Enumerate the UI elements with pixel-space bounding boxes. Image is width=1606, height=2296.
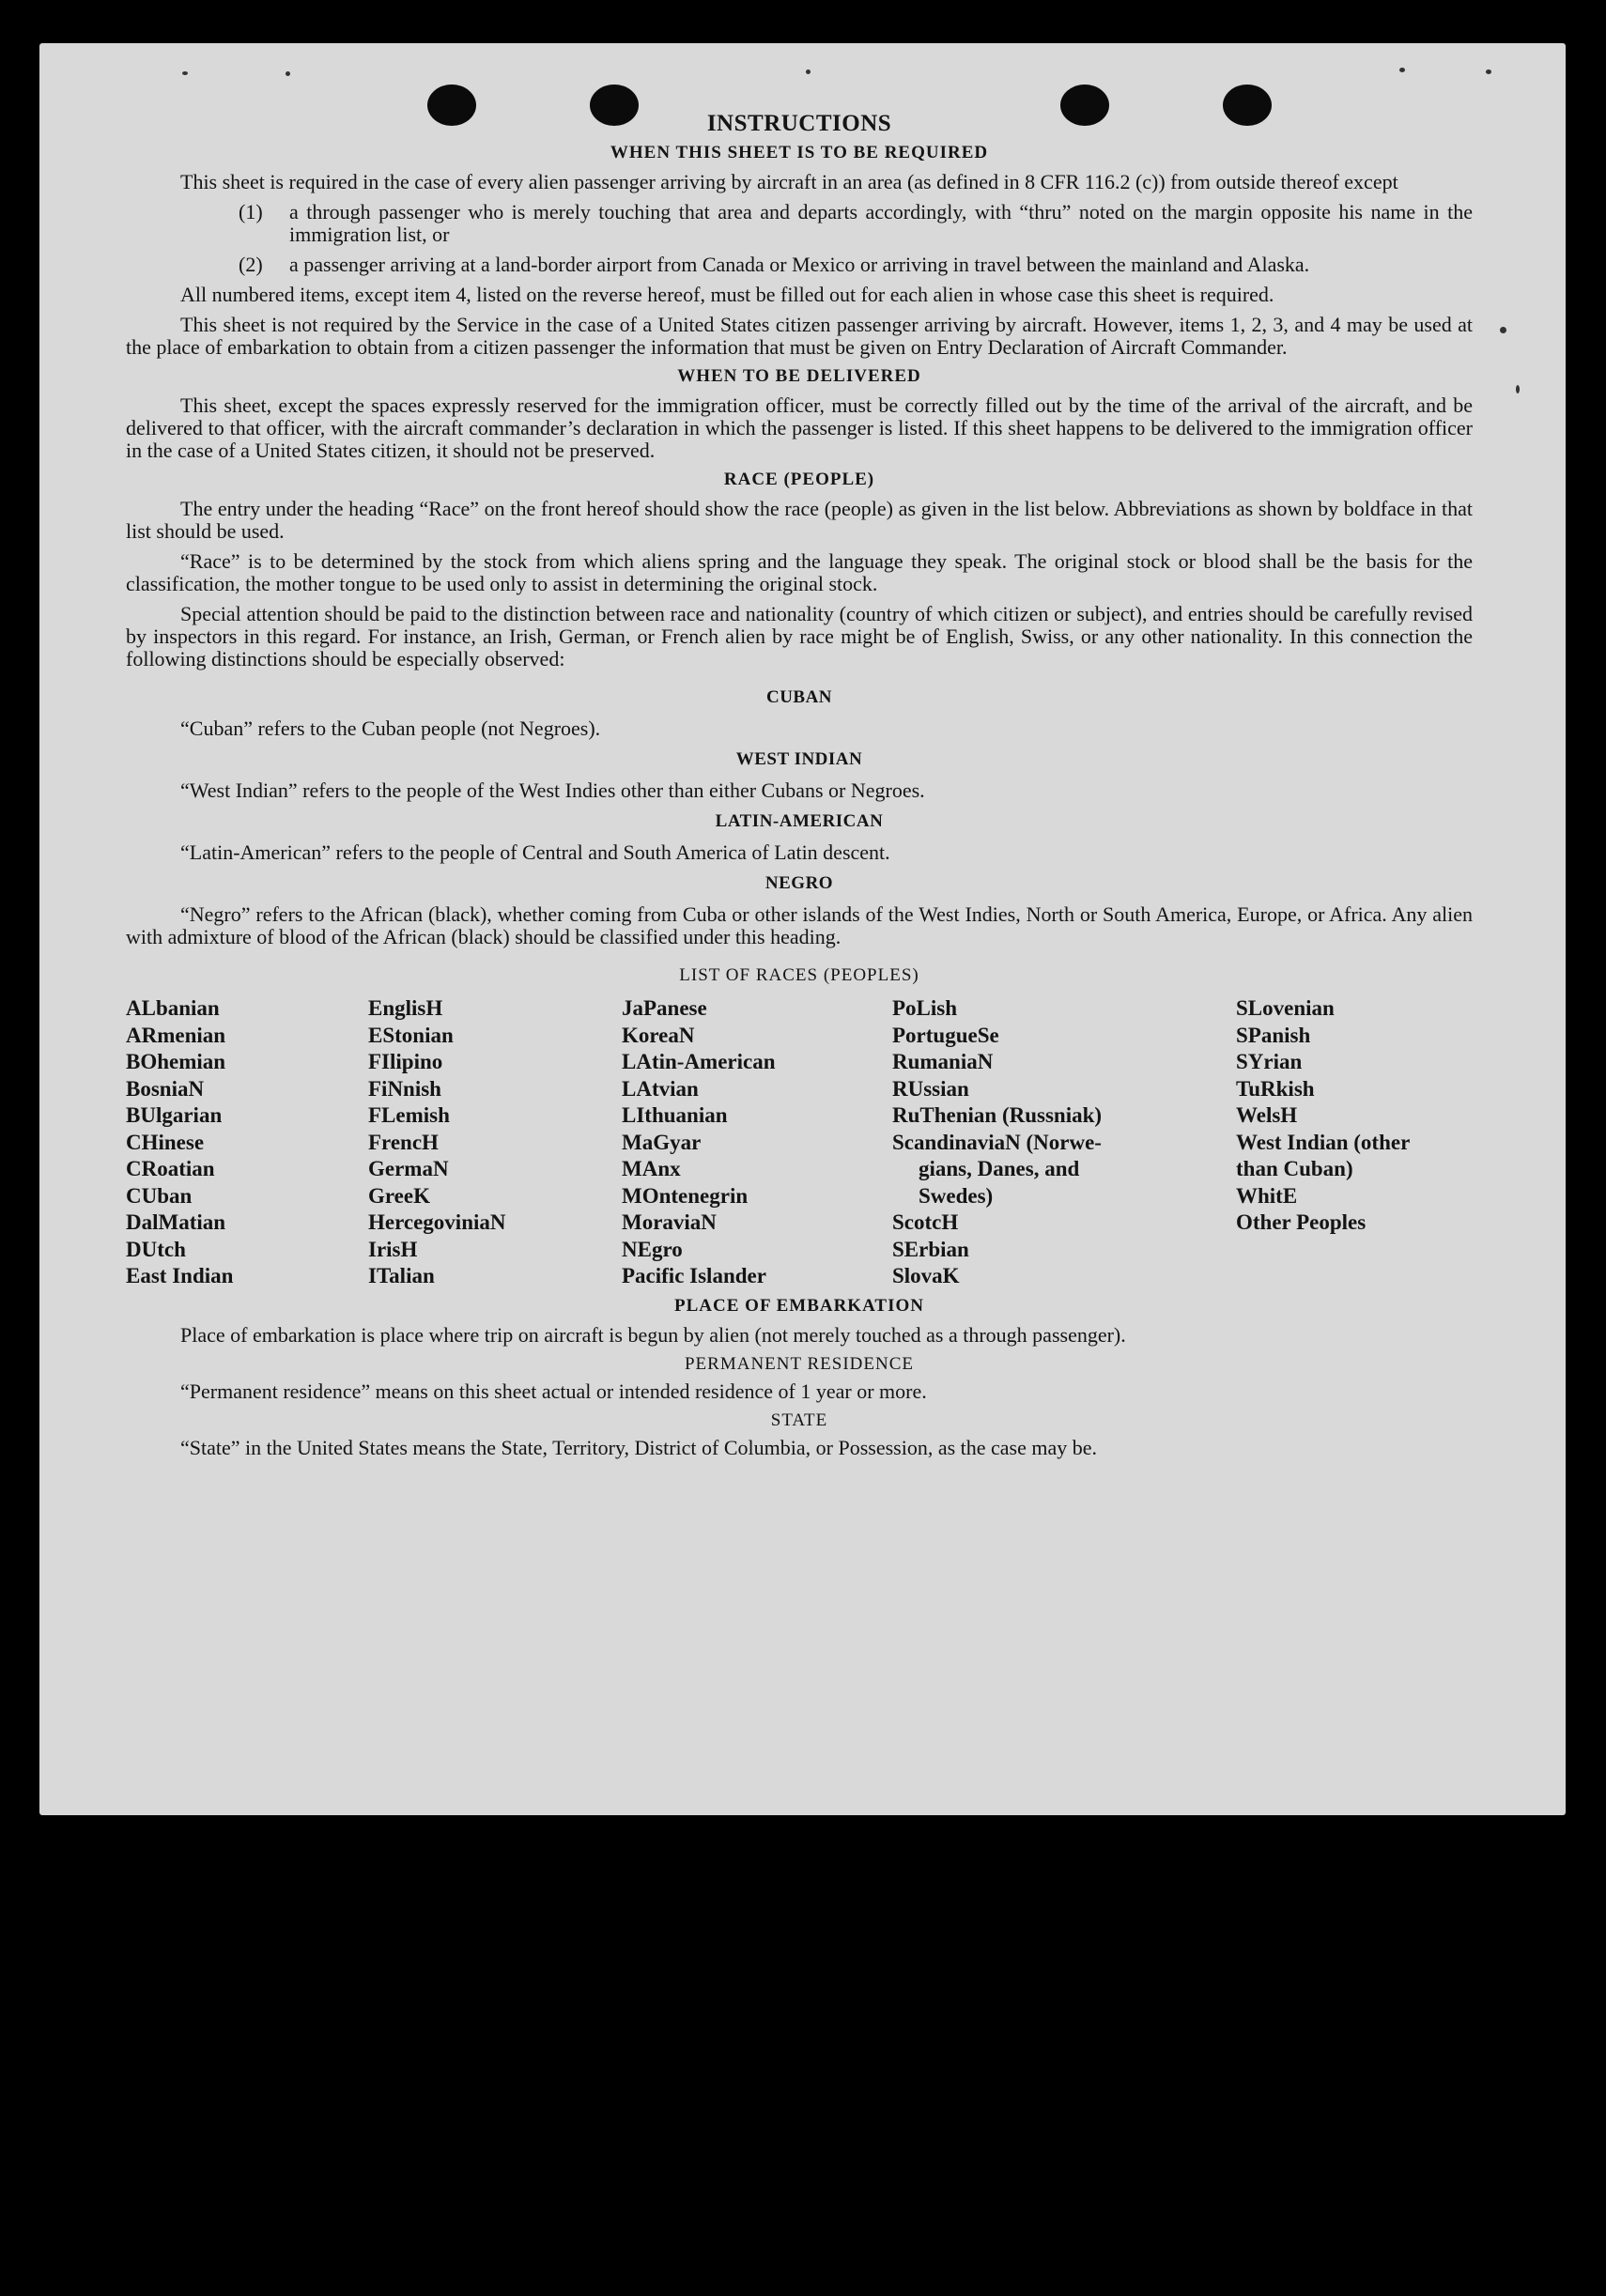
race-entry: LAtin-American bbox=[622, 1050, 776, 1073]
ink-speck bbox=[1516, 385, 1520, 393]
race-entry: CRoatian bbox=[126, 1157, 215, 1180]
race-entry: WhitE bbox=[1236, 1183, 1298, 1208]
paragraph: “Race” is to be determined by the stock from which aliens spring and the language they speak. The original stock or blood shall be the basis for the classification, the mother tongue to be used only to assist in determining the original stock. bbox=[126, 549, 1473, 595]
race-entry: SLovenian bbox=[1236, 996, 1335, 1020]
race-entry: DalMatian bbox=[126, 1210, 226, 1234]
race-entry: RuThenian (Russniak) bbox=[892, 1103, 1103, 1127]
item-number: (2) bbox=[239, 253, 263, 276]
paragraph: This sheet is not required by the Service in the case of a United States citizen passenger arriving by aircraft. However, items 1, 2, 3, and 4 may be used at the place of embarkation to obtain from a citizen passenger the information that must be given on Entry Declaration of Aircraft Commander. bbox=[126, 313, 1473, 359]
race-entry: LAtvian bbox=[622, 1076, 699, 1101]
race-entry: Pacific Islander bbox=[622, 1264, 766, 1287]
section-heading: RACE (PEOPLE) bbox=[723, 470, 875, 489]
race-entry: RumaniaN bbox=[892, 1050, 994, 1073]
race-entry: CHinese bbox=[126, 1130, 205, 1154]
ink-speck bbox=[806, 69, 811, 74]
race-entry: JaPanese bbox=[622, 996, 707, 1020]
race-entry: ARmenian bbox=[126, 1023, 226, 1047]
definition-heading: NEGRO bbox=[764, 873, 834, 893]
race-entry: BUlgarian bbox=[126, 1103, 223, 1127]
race-entry: NEgro bbox=[622, 1237, 683, 1261]
paragraph: Special attention should be paid to the distinction between race and nationality (country of which citizen or subject), and entries should be carefully revised by inspectors in this regard. For instance, an Irish, German, or French alien by race might be of English, Swiss, or any other nationality. In this connection the following distinctions should be especially observed: bbox=[126, 602, 1473, 670]
ink-speck bbox=[182, 71, 188, 75]
race-entry: FIlipino bbox=[368, 1050, 443, 1073]
section-heading: PERMANENT RESIDENCE bbox=[684, 1353, 915, 1374]
race-entry: SPanish bbox=[1236, 1023, 1311, 1047]
race-list bbox=[126, 995, 1473, 1290]
section-heading: LIST OF RACES (PEOPLES) bbox=[679, 965, 919, 985]
race-entry: KoreaN bbox=[622, 1023, 695, 1047]
race-entry: SlovaK bbox=[892, 1264, 960, 1287]
ink-speck bbox=[1399, 68, 1405, 72]
definition-text: “Cuban” refers to the Cuban people (not Negroes). bbox=[180, 717, 601, 740]
race-entry: MAnx bbox=[622, 1157, 681, 1180]
race-entry: EStonian bbox=[368, 1023, 454, 1047]
paragraph: “Permanent residence” means on this sheet actual or intended residence of 1 year or more. bbox=[180, 1379, 927, 1403]
race-entry: ITalian bbox=[368, 1264, 435, 1287]
section-heading: WHEN TO BE DELIVERED bbox=[677, 366, 921, 386]
paragraph: “State” in the United States means the State, Territory, District of Columbia, or Possession, as the case may be. bbox=[180, 1435, 1098, 1459]
exception-item bbox=[126, 254, 1473, 276]
instructions-content bbox=[126, 111, 1473, 1467]
section-heading: WHEN THIS SHEET IS TO BE REQUIRED bbox=[610, 143, 989, 162]
definition-heading: LATIN-AMERICAN bbox=[715, 811, 884, 831]
race-entry: IrisH bbox=[368, 1237, 418, 1261]
race-entry: EnglisH bbox=[368, 996, 443, 1020]
race-entry: PortugueSe bbox=[892, 1023, 999, 1047]
section-heading: STATE bbox=[770, 1410, 828, 1430]
race-entry: ALbanian bbox=[126, 996, 220, 1020]
race-entry: FiNnish bbox=[368, 1076, 441, 1101]
race-entry: GermaN bbox=[368, 1157, 449, 1180]
race-entry: BOhemian bbox=[126, 1050, 226, 1073]
race-entry: MOntenegrin bbox=[622, 1183, 749, 1208]
race-entry: West Indian (other bbox=[1236, 1130, 1411, 1154]
document-sheet bbox=[39, 43, 1566, 1815]
race-entry: WelsH bbox=[1236, 1103, 1298, 1127]
definition-text: “Negro” refers to the African (black), whether coming from Cuba or other islands of the West Indies, North or South America, Europe, or Africa. Any alien with admixture of blood of the African (black) should be classified under this heading. bbox=[126, 902, 1473, 948]
definition-heading: WEST INDIAN bbox=[735, 749, 863, 769]
exception-item bbox=[126, 201, 1473, 246]
race-entry: TuRkish bbox=[1236, 1076, 1315, 1101]
race-entry: East Indian bbox=[126, 1264, 234, 1287]
race-entry: GreeK bbox=[368, 1183, 430, 1208]
race-entry: FrencH bbox=[368, 1130, 439, 1154]
race-entry-continuation: than Cuban) bbox=[1236, 1157, 1353, 1180]
race-entry: SYrian bbox=[1236, 1050, 1303, 1073]
race-column bbox=[1236, 995, 1473, 1290]
ink-speck bbox=[286, 71, 290, 76]
race-entry: SErbian bbox=[892, 1237, 969, 1261]
race-column bbox=[892, 995, 1236, 1290]
item-number: (1) bbox=[239, 200, 263, 223]
paragraph: Place of embarkation is place where trip on aircraft is begun by alien (not merely touched as a through passenger). bbox=[180, 1322, 1126, 1347]
ink-speck bbox=[1500, 327, 1506, 333]
definition-heading: CUBAN bbox=[765, 687, 833, 707]
definition-text: “West Indian” refers to the people of the West Indies other than either Cubans or Negroes. bbox=[180, 778, 925, 802]
race-entry: ScandinaviaN (Norwe- bbox=[892, 1130, 1102, 1154]
page-title: INSTRUCTIONS bbox=[706, 111, 892, 136]
paragraph: This sheet is required in the case of every alien passenger arriving by aircraft in an area (as defined in 8 CFR 116.2 (c)) from outside thereof except bbox=[180, 170, 1398, 193]
race-column bbox=[368, 995, 622, 1290]
race-entry: DUtch bbox=[126, 1237, 186, 1261]
item-text: a through passenger who is merely touching that area and departs accordingly, with “thru” noted on the margin opposite his name in the immigration list, or bbox=[289, 200, 1473, 246]
paragraph: The entry under the heading “Race” on the front hereof should show the race (people) as given in the list below. Abbreviations as shown by boldface in that list should be used. bbox=[126, 497, 1473, 543]
race-entry: ScotcH bbox=[892, 1210, 959, 1234]
ink-speck bbox=[1486, 69, 1491, 74]
race-entry: FLemish bbox=[368, 1103, 450, 1127]
race-entry: HercegoviniaN bbox=[368, 1210, 506, 1234]
race-entry-continuation: gians, Danes, and bbox=[919, 1157, 1080, 1180]
race-entry: MaGyar bbox=[622, 1130, 702, 1154]
race-entry: RUssian bbox=[892, 1076, 969, 1101]
race-entry: MoraviaN bbox=[622, 1210, 717, 1234]
section-heading: PLACE OF EMBARKATION bbox=[674, 1295, 924, 1316]
race-entry: CUban bbox=[126, 1183, 193, 1208]
race-entry: Other Peoples bbox=[1236, 1210, 1367, 1234]
race-entry: PoLish bbox=[892, 996, 958, 1020]
race-column bbox=[622, 995, 892, 1290]
item-text: a passenger arriving at a land-border airport from Canada or Mexico or arriving in travel between the mainland and Alaska. bbox=[289, 253, 1310, 276]
race-column bbox=[126, 995, 368, 1290]
race-entry-continuation: Swedes) bbox=[919, 1183, 994, 1208]
paragraph: This sheet, except the spaces expressly reserved for the immigration officer, must be correctly filled out by the time of the arrival of the aircraft, and be delivered to that officer, with the aircraft commander’s declaration in which the passenger is listed. If this sheet happens to be delivered to the immigration officer in the case of a United States citizen, it should not be preserved. bbox=[126, 393, 1473, 462]
paragraph: All numbered items, except item 4, listed on the reverse hereof, must be filled out for each alien in whose case this sheet is required. bbox=[180, 283, 1274, 306]
race-entry: BosniaN bbox=[126, 1076, 205, 1101]
race-entry: LIthuanian bbox=[622, 1103, 728, 1127]
definition-text: “Latin-American” refers to the people of Central and South America of Latin descent. bbox=[180, 840, 890, 864]
